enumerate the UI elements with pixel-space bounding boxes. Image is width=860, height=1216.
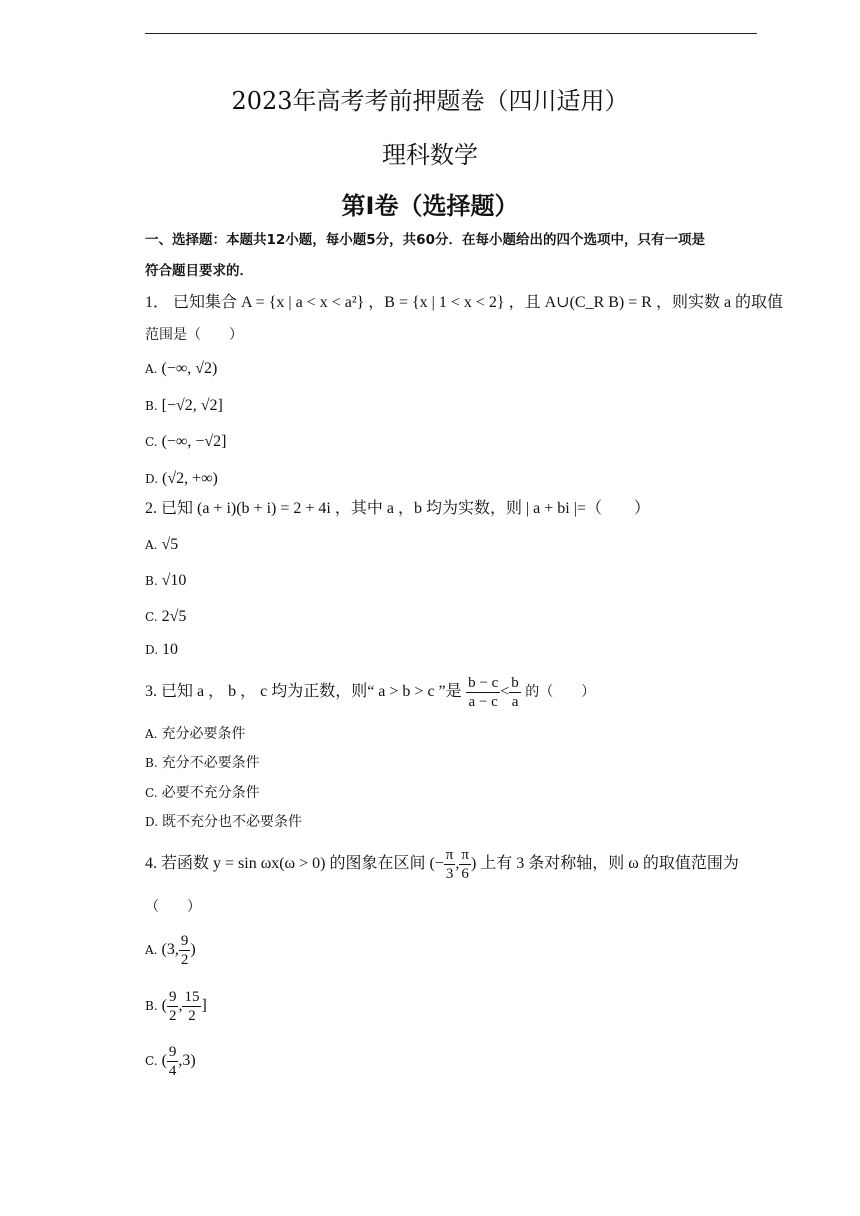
exam-subject: 理科数学	[382, 141, 478, 169]
question-1-option-d[interactable]	[145, 469, 218, 489]
question-4-option-a[interactable]	[145, 930, 196, 970]
option-label: C.	[145, 786, 158, 800]
numerator: 9	[180, 932, 189, 949]
fraction	[182, 988, 201, 1025]
option-label: A.	[145, 727, 158, 741]
question-3-option-c[interactable]	[145, 783, 260, 803]
option-text: 10	[162, 641, 179, 658]
question-1-option-b[interactable]	[145, 396, 223, 416]
option-label: D.	[145, 643, 159, 657]
denominator: 2	[180, 951, 189, 968]
fraction	[466, 674, 500, 711]
option-text: [−√2, √2]	[161, 397, 223, 414]
section-title: 第Ⅰ卷（选择题）	[341, 192, 519, 220]
question-4-stem-cont: （ ）	[145, 899, 201, 915]
option-label: D.	[145, 472, 159, 486]
denominator: 2	[168, 1007, 177, 1024]
option-text: (	[161, 997, 167, 1014]
question-4-option-c[interactable]	[145, 1041, 196, 1081]
question-2-option-c[interactable]	[145, 607, 186, 627]
less-than-symbol: <	[500, 683, 510, 700]
exam-title: 2023年高考考前押题卷（四川适用）	[231, 87, 629, 115]
question-1-option-c[interactable]	[145, 432, 226, 452]
stem-text: 4. 若函数 y = sin ωx(ω > 0) 的图象在区间 (−	[145, 855, 444, 872]
instructions-line-2: 符合题目要求的．	[145, 263, 253, 279]
option-label: A.	[145, 362, 158, 376]
numerator: b − c	[468, 674, 499, 691]
option-text: ]	[201, 997, 207, 1014]
question-2-option-d[interactable]	[145, 640, 178, 660]
question-3-option-b[interactable]	[145, 753, 260, 773]
denominator: a	[511, 693, 519, 710]
denominator: 2	[188, 1007, 196, 1024]
numerator: 15	[184, 988, 200, 1005]
option-text: 既不充分也不必要条件	[162, 814, 303, 830]
option-text: (3,	[161, 941, 179, 958]
option-text: ,3)	[178, 1052, 196, 1069]
instructions-line-1: 一、选择题：本题共12小题，每小题5分，共60分．在每小题给出的四个选项中，只有一项是	[145, 232, 705, 248]
header-rule	[145, 33, 757, 34]
stem-text: 3. 已知 a ， b ， c 均为正数，则“ a > b > c ”是	[145, 683, 462, 700]
option-label: C.	[145, 435, 158, 449]
numerator: b	[511, 674, 519, 691]
numerator: 9	[168, 1043, 177, 1060]
option-text: √5	[161, 536, 179, 553]
question-2-option-a[interactable]	[145, 535, 178, 555]
question-1-stem: 1． 已知集合 A = {x | a < x < a²} ，B = {x | 1 < x < 2} ，且 A∪(C_R B) = R ，则实数 a 的取值	[145, 294, 784, 311]
question-3-option-a[interactable]	[145, 724, 245, 744]
question-2-option-b[interactable]	[145, 571, 186, 591]
option-text: 必要不充分条件	[161, 785, 260, 801]
fraction	[167, 988, 179, 1025]
fraction	[167, 1043, 179, 1080]
option-text: √10	[161, 572, 187, 589]
option-text: 充分必要条件	[161, 726, 246, 742]
option-text: (√2, +∞)	[162, 470, 218, 487]
option-text: (−∞, −√2]	[161, 433, 227, 450]
option-label: B.	[145, 399, 158, 413]
option-label: B.	[145, 756, 158, 770]
stem-text: ) 上有 3 条对称轴，则 ω 的取值范围为	[470, 855, 739, 872]
option-text: )	[190, 941, 196, 958]
stem-text: 的（ ）	[525, 684, 596, 700]
option-label: B.	[145, 999, 158, 1013]
denominator: a − c	[468, 693, 498, 710]
question-4-option-b[interactable]	[145, 986, 207, 1026]
denominator: 3	[445, 865, 454, 882]
option-text: (−∞, √2)	[161, 360, 218, 377]
option-text: ,	[178, 997, 183, 1014]
option-text: (	[161, 1052, 167, 1069]
question-2-stem: 2. 已知 (a + i)(b + i) = 2 + 4i ，其中 a ，b 均为实数，则 | a + bi |=（ ）	[145, 500, 650, 517]
fraction	[179, 932, 191, 969]
fraction	[444, 846, 456, 883]
denominator: 4	[168, 1062, 177, 1079]
fraction	[509, 674, 521, 711]
question-3-stem	[145, 670, 595, 714]
option-label: B.	[145, 574, 158, 588]
option-text: 2√5	[161, 608, 187, 625]
fraction	[459, 846, 471, 883]
question-1-option-a[interactable]	[145, 359, 217, 379]
denominator: 6	[461, 865, 469, 882]
numerator: π	[445, 846, 454, 863]
question-3-option-d[interactable]	[145, 812, 302, 832]
question-1-stem-cont: 范围是（ ）	[145, 327, 243, 343]
option-label: A.	[145, 943, 158, 957]
option-label: C.	[145, 610, 158, 624]
option-label: A.	[145, 538, 158, 552]
option-label: C.	[145, 1054, 158, 1068]
question-4-stem	[145, 842, 739, 886]
numerator: π	[461, 846, 469, 863]
option-label: D.	[145, 815, 159, 829]
option-text: 充分不必要条件	[161, 755, 260, 771]
comma: ,	[455, 855, 460, 872]
numerator: 9	[168, 988, 177, 1005]
